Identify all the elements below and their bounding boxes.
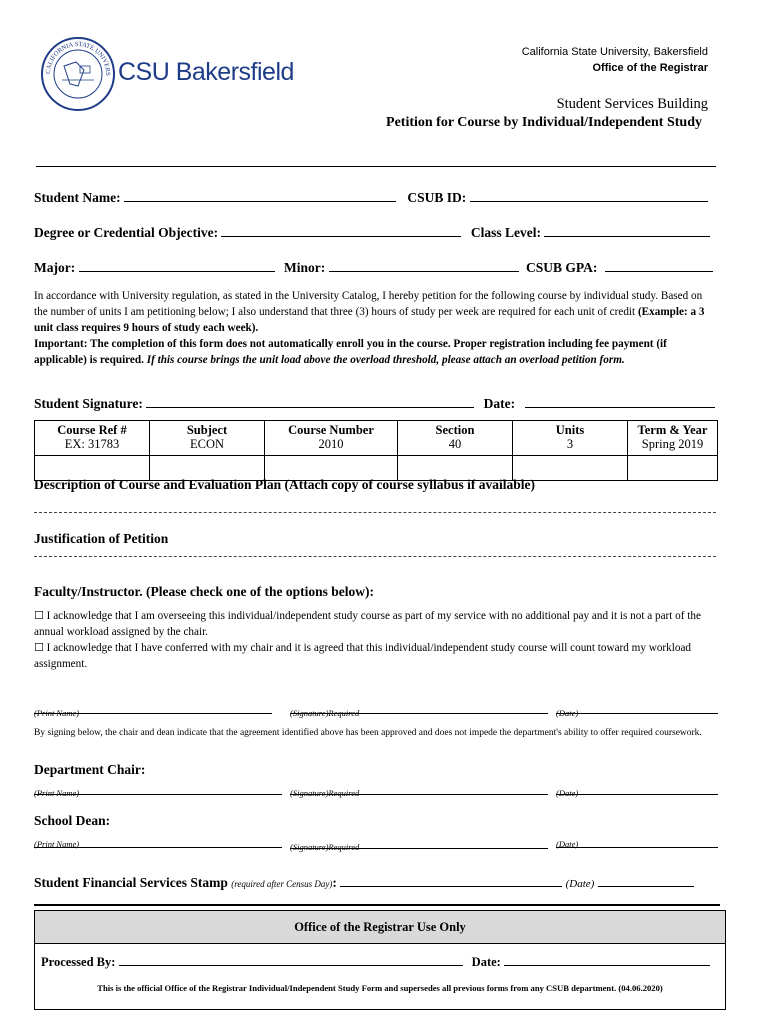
description-label: Description of Course and Evaluation Plan (Attach copy of course syllabus if available): [34, 477, 536, 492]
major-field[interactable]: [79, 271, 275, 272]
student-name-field[interactable]: [124, 201, 396, 202]
processed-by-row: [41, 955, 710, 970]
student-name-label: Student Name:: [34, 190, 121, 205]
option2-text: I acknowledge that I have conferred with my chair and it is agreed that this individual/independent study course will count toward my workload assignment.: [34, 642, 692, 670]
table-cell: Section 40: [398, 421, 513, 456]
stamp-row: Student Financial Services Stamp (required after Census Day): (Date): [34, 875, 694, 891]
processed-by-field[interactable]: [119, 965, 463, 966]
major-label: Major:: [34, 260, 76, 275]
term-year-input[interactable]: [628, 456, 718, 481]
chair-print-name-field[interactable]: (Print Name): [34, 783, 282, 795]
student-signature-label: Student Signature:: [34, 396, 143, 411]
signature-date-field[interactable]: [525, 407, 715, 408]
brand-logo-text: CSU Bakersfield: [118, 58, 294, 86]
chair-date-field[interactable]: (Date): [556, 783, 718, 795]
course-table-row: [35, 421, 718, 456]
option1-text: I acknowledge that I am overseeing this individual/independent study course as part of my service with no additional pay and it is not a part of the annual workload assigned by the chair.: [34, 610, 701, 638]
approval-note: By signing below, the chair and dean indicate that the agreement identified above has been approved and does not impede the department's ability to offer required coursework.: [34, 728, 702, 738]
minor-field[interactable]: [329, 271, 519, 272]
faculty-options: [34, 608, 716, 672]
degree-row: [34, 225, 710, 241]
table-cell: Course Ref # EX: 31783: [35, 421, 150, 456]
institution-name: California State University, Bakersfield: [521, 46, 708, 58]
class-level-field[interactable]: [544, 236, 710, 237]
faculty-print-name-field[interactable]: (Print Name): [34, 703, 272, 714]
table-cell: Term & Year Spring 2019: [628, 421, 718, 456]
table-cell: Subject ECON: [150, 421, 265, 456]
stamp-date-field[interactable]: [598, 886, 694, 887]
csub-id-label: CSUB ID:: [407, 190, 467, 205]
option2-checkbox[interactable]: ☐: [34, 641, 44, 654]
overload-text: If this course brings the unit load above the overload threshold, please attach an overload petition form.: [146, 354, 625, 366]
stamp-divider: [34, 904, 720, 906]
registrar-footer-note: This is the official Office of the Registrar Individual/Independent Study Form and supersedes all previous forms from any CSUB department. (04.06.2020): [97, 983, 663, 993]
important-text: Important: The completion of this form does not automatically enroll you in the course. Proper registration including fee payment (if applicable) is required.: [34, 338, 667, 366]
course-table: [34, 420, 718, 481]
student-signature-field[interactable]: [146, 407, 474, 408]
building-name: Student Services Building: [556, 96, 708, 112]
registrar-date-label: Date:: [471, 955, 501, 969]
regulation-text: In accordance with University regulation, as stated in the University Catalog, I hereby petition for the following course by individual study. Based on the number of units I am petitioning below; I also understand that three (3) hours of study per week are required for each unit of credit: [34, 290, 703, 318]
csub-gpa-label: CSUB GPA:: [525, 260, 598, 275]
signature-date-label: Date:: [483, 396, 516, 411]
description-field[interactable]: [34, 512, 716, 513]
stamp-label: Student Financial Services Stamp: [34, 875, 228, 890]
svg-text:CALIFORNIA STATE UNIVERSITY BA: [40, 36, 111, 76]
registrar-date-field[interactable]: [504, 965, 710, 966]
justification-field[interactable]: [34, 556, 716, 557]
dean-label: School Dean:: [34, 813, 111, 828]
major-row: [34, 260, 713, 276]
chair-signature-field[interactable]: (Signature)Required: [290, 783, 548, 795]
csub-gpa-field[interactable]: [605, 271, 713, 272]
faculty-signature-field[interactable]: (Signature)Required: [290, 703, 548, 714]
csub-id-field[interactable]: [470, 201, 708, 202]
registrar-box-title: Office of the Registrar Use Only: [35, 911, 725, 944]
option1-checkbox[interactable]: ☐: [34, 609, 44, 622]
registrar-use-box: [34, 910, 726, 1010]
faculty-label: Faculty/Instructor. (Please check one of the options below):: [34, 584, 374, 599]
stamp-field[interactable]: [340, 886, 562, 887]
stamp-note: (required after Census Day): [231, 879, 333, 889]
degree-objective-field[interactable]: [221, 236, 461, 237]
stamp-date-label: (Date): [565, 878, 595, 890]
processed-by-label: Processed By:: [41, 955, 116, 969]
dean-date-field[interactable]: (Date): [556, 834, 718, 848]
form-title: Petition for Course by Individual/Independent Study: [386, 115, 702, 130]
seal-text: CALIFORNIA STATE UNIVERS: [44, 40, 112, 76]
chair-label: Department Chair:: [34, 762, 146, 777]
faculty-date-field[interactable]: (Date): [556, 703, 718, 714]
table-cell: Units 3: [513, 421, 628, 456]
student-signature-row: [34, 396, 715, 412]
justification-label: Justification of Petition: [34, 531, 169, 546]
table-cell: Course Number 2010: [265, 421, 398, 456]
class-level-label: Class Level:: [470, 225, 541, 240]
dean-signature-field[interactable]: (Signature)Required: [290, 837, 548, 849]
office-name: Office of the Registrar: [592, 62, 708, 74]
degree-objective-label: Degree or Credential Objective:: [34, 225, 219, 240]
minor-label: Minor:: [283, 260, 326, 275]
university-seal-logo: [40, 36, 116, 112]
dean-print-name-field[interactable]: (Print Name): [34, 834, 282, 848]
example-text: (Example: a 3 unit class requires 9 hours of study each week).: [34, 306, 705, 334]
regulation-paragraph: [34, 288, 716, 368]
student-name-row: [34, 190, 708, 206]
header-divider: [36, 166, 716, 167]
